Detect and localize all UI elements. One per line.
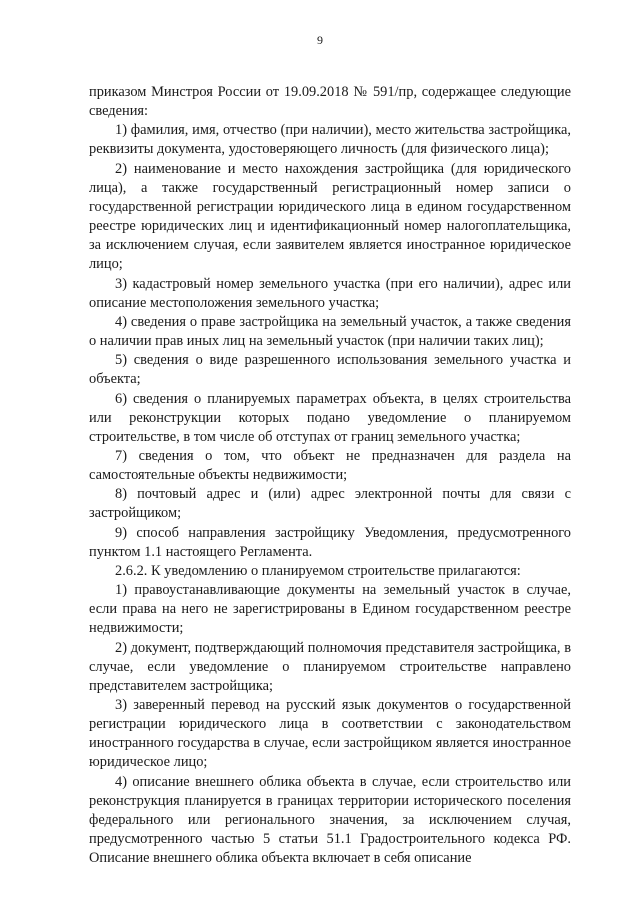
- attachment-item-1: 1) правоустанавливающие документы на земельный участок в случае, если права на него не зарегистрированы в Едином государственном реестре недвижимости;: [89, 582, 571, 637]
- paragraph-item-9: 9) способ направления застройщику Уведомления, предусмотренного пунктом 1.1 настоящего Регламента.: [89, 524, 571, 560]
- document-body: [89, 83, 571, 868]
- attachment-item-3: 3) заверенный перевод на русский язык документов о государственной регистрации юридического лица в соответствии с законодательством иностранного государства в случае, если застройщиком является иностранное юридическое лицо;: [89, 697, 571, 771]
- paragraph-item-2: 2) наименование и место нахождения застройщика (для юридического лица), а также государственный регистрационный номер записи о государственной регистрации юридического лица в едином государственном реестре юридических лиц и идентификационный номер налогоплательщика, за исключением случая, если заявителем является иностранное юридическое лицо;: [89, 160, 571, 273]
- paragraph-item-3: 3) кадастровый номер земельного участка (при его наличии), адрес или описание местоположения земельного участка;: [89, 275, 571, 311]
- attachment-item-4: 4) описание внешнего облика объекта в случае, если строительство или реконструкция планируется в границах территории исторического поселения федерального или регионального значения, за исключением случая, предусмотренного частью 5 статьи 51.1 Градостроительного кодекса РФ. Описание внешнего облика объекта включает в себя описание: [89, 773, 571, 867]
- attachment-item-2: 2) документ, подтверждающий полномочия представителя застройщика, в случае, если уведомление о планируемом строительстве направлено представителем застройщика;: [89, 639, 571, 694]
- paragraph-item-8: 8) почтовый адрес и (или) адрес электронной почты для связи с застройщиком;: [89, 486, 571, 522]
- paragraph-item-7: 7) сведения о том, что объект не предназначен для раздела на самостоятельные объекты недвижимости;: [89, 447, 571, 484]
- section-heading-2-6-2: 2.6.2. К уведомлению о планируемом строительстве прилагаются:: [115, 562, 521, 579]
- paragraph-item-6: 6) сведения о планируемых параметрах объекта, в целях строительства или реконструкции которых подано уведомление о планируемом строительстве, в том числе об отступах от границ земельного участка;: [89, 390, 571, 445]
- paragraph-item-1: 1) фамилия, имя, отчество (при наличии), место жительства застройщика, реквизиты документа, удостоверяющего личность (для физического лица);: [89, 122, 571, 158]
- paragraph-item-4: 4) сведения о праве застройщика на земельный участок, а также сведения о наличии прав иных лиц на земельный участок (при наличии таких лиц);: [89, 313, 571, 350]
- page-number: 9: [317, 33, 323, 47]
- paragraph-intro: приказом Минстроя России от 19.09.2018 № 591/пр, содержащее следующие сведения:: [89, 84, 571, 120]
- paragraph-item-5: 5) сведения о виде разрешенного использования земельного участка и объекта;: [89, 352, 571, 388]
